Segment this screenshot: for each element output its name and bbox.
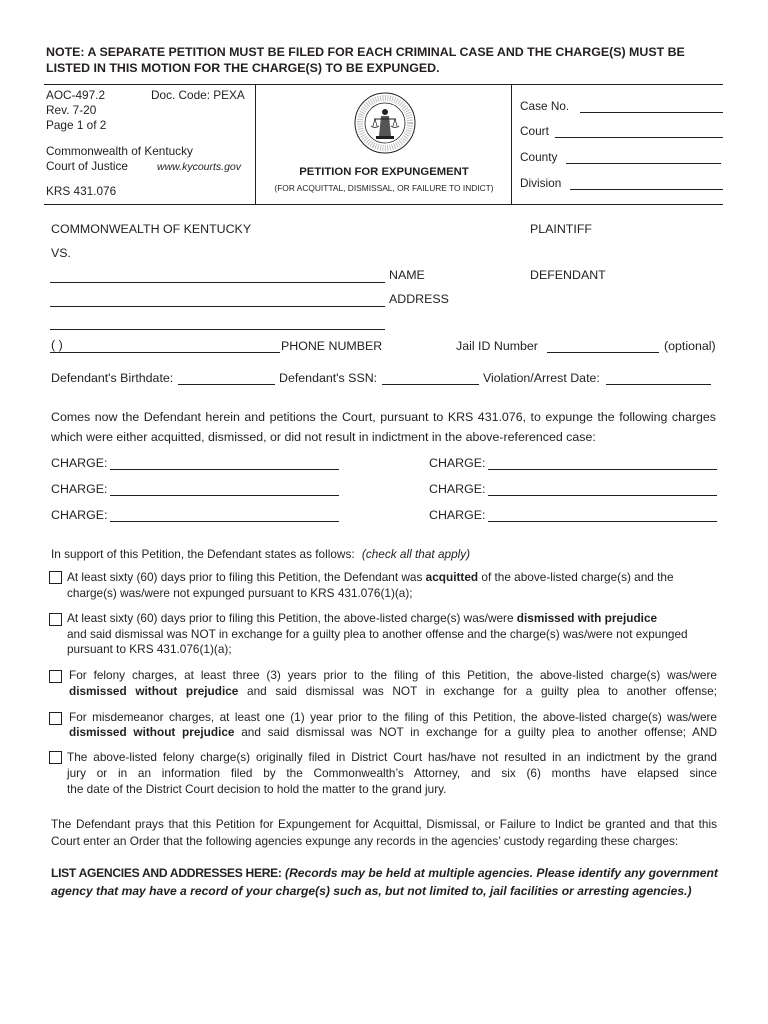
form-title: PETITION FOR EXPUNGEMENT [299,166,469,178]
intro-line-2: which were either acquitted, dismissed, or did not result in indictment in the above-referenced case: [51,430,596,444]
option-felony-line-1: For felony charges, at least three (3) years prior to the filing of this Petition, the above-listed charge(s) was/were [69,668,717,682]
division-label: Division [520,176,562,190]
header-divider-left [255,84,256,204]
header-bottom-rule [44,204,723,205]
website: www.kycourts.gov [157,161,242,173]
form-subtitle: (FOR ACQUITTAL, DISMISSAL, OR FAILURE TO INDICT) [274,183,494,193]
charge-label-4: CHARGE: [429,482,486,496]
option-no-indictment-line-3: the date of the District Court decision to hold the matter to the grand jury. [67,782,447,796]
option-felony-without-prejudice-checkbox[interactable] [49,670,62,683]
agencies-heading: LIST AGENCIES AND ADDRESSES HERE: [51,866,282,880]
ssn-field[interactable] [382,384,479,385]
division-field[interactable] [570,189,723,190]
option-misdemeanor-bold: dismissed without prejudice [69,725,235,739]
agencies-entry-area[interactable] [51,905,717,1015]
statute: KRS 431.076 [46,184,117,198]
county-label: County [520,150,558,164]
address-label: ADDRESS [389,292,449,306]
birthdate-field[interactable] [178,384,275,385]
case-number-field[interactable] [580,112,723,113]
charge-field-2[interactable] [488,469,717,470]
support-lead-text: In support of this Petition, the Defendant states as follows: [51,547,355,561]
charge-label-3: CHARGE: [51,482,108,496]
jail-id-field[interactable] [547,352,659,353]
phone-field[interactable] [50,352,280,353]
address-field-line-2[interactable] [50,329,385,330]
arrest-date-field[interactable] [606,384,711,385]
charge-label-5: CHARGE: [51,508,108,522]
defendant-name-field[interactable] [50,282,385,283]
prayer-line-2: Court enter an Order that the following agencies expunge any records in the agencies’ custody regarding these charges: [51,834,679,848]
agencies-line-1 [51,865,731,882]
charge-label-1: CHARGE: [51,456,108,470]
court-label: Court [520,124,549,138]
option-felony-line-2 [69,683,717,700]
option-felony-post: and said dismissal was NOT in exchange for a guilty plea to another offense; [238,684,717,698]
header-divider-right [511,84,512,204]
option-acquitted-line-1 [67,569,717,586]
option-misdemeanor-without-prejudice-checkbox[interactable] [49,712,62,725]
filing-note: NOTE: A SEPARATE PETITION MUST BE FILED FOR EACH CRIMINAL CASE AND THE CHARGE(S) MUST BE LISTED IN THIS MOTION FOR THE CHARGE(S) TO BE EXPUNGED. [46,45,685,75]
commonwealth-name: Commonwealth of Kentucky [46,144,193,158]
option-dwp-pre: At least sixty (60) days prior to filing this Petition, the above-listed charge(s) was/were [67,611,517,625]
option-dismissed-with-prejudice-checkbox[interactable] [49,613,62,626]
support-lead [51,547,470,561]
plaintiff-label: PLAINTIFF [530,222,592,236]
option-acquitted-line-2: charge(s) was/were not expunged pursuant to KRS 431.076(1)(a); [67,586,413,600]
name-label: NAME [389,268,425,282]
option-dismissed-with-prejudice-line-2: and said dismissal was NOT in exchange for a guilty plea to another offense and the charge(s) was/were not expunged [67,627,688,641]
charge-field-6[interactable] [488,521,717,522]
revision: Rev. 7-20 [46,103,97,117]
charge-field-4[interactable] [488,495,717,496]
ssn-label: Defendant's SSN: [279,371,378,385]
form-number: AOC-497.2 [46,88,106,102]
intro-line-1: Comes now the Defendant herein and petitions the Court, pursuant to KRS 431.076, to expunge the following charges [51,410,716,424]
agencies-instruction-1: (Records may be held at multiple agencies. Please identify any government [285,866,718,880]
option-dismissed-with-prejudice-line-1 [67,610,717,627]
vs-label: VS. [51,246,71,260]
phone-label: PHONE NUMBER [281,339,383,353]
birthdate-label: Defendant's Birthdate: [51,371,174,385]
option-misdemeanor-post: and said dismissal was NOT in exchange for a guilty plea to another offense; AND [234,725,717,739]
arrest-date-label: Violation/Arrest Date: [483,371,600,385]
option-no-indictment-line-2: jury or in an information filed by the Commonwealth’s Attorney, and six (6) months have elapsed since [67,766,717,780]
option-acquitted-post: of the above-listed charge(s) and the [478,570,674,584]
charge-label-6: CHARGE: [429,508,486,522]
jail-id-label: Jail ID Number [456,339,538,353]
agencies-instruction-2: agency that may have a record of your charge(s) such as, but not limited to, jail facilities or arresting agencies.) [51,884,692,898]
header-top-rule [44,84,723,85]
case-number-label: Case No. [520,99,570,113]
option-no-indictment-line-1: The above-listed felony charge(s) originally filed in District Court has/have not resulted in an indictment by the grand [67,750,717,764]
option-felony-bold: dismissed without prejudice [69,684,239,698]
option-dismissed-with-prejudice-line-3: pursuant to KRS 431.076(1)(a); [67,642,232,656]
court-field[interactable] [555,137,723,138]
county-field[interactable] [566,163,721,164]
plaintiff-name: COMMONWEALTH OF KENTUCKY [51,222,252,236]
option-misdemeanor-line-2 [69,724,717,741]
doc-code: Doc. Code: PEXA [151,88,245,102]
charge-field-1[interactable] [110,469,339,470]
charge-label-2: CHARGE: [429,456,486,470]
optional-note: (optional) [664,339,716,353]
support-hint: (check all that apply) [361,547,471,561]
prayer-line-1: The Defendant prays that this Petition for Expungement for Acquittal, Dismissal, or Failure to Indict be granted and that this [51,817,717,831]
charge-field-3[interactable] [110,495,339,496]
option-misdemeanor-line-1: For misdemeanor charges, at least one (1) year prior to the filing of this Petition, the above-listed charge(s) was/were [69,710,717,724]
defendant-label: DEFENDANT [530,268,606,282]
address-field-line-1[interactable] [50,306,385,307]
state-seal [354,92,416,154]
charge-field-5[interactable] [110,521,339,522]
phone-area-code: ( ) [51,338,63,352]
page-number: Page 1 of 2 [46,118,107,132]
option-acquitted-bold: acquitted [425,570,479,584]
option-dwp-bold: dismissed with prejudice [516,611,658,625]
court-of-justice: Court of Justice [46,159,128,173]
option-acquitted-checkbox[interactable] [49,571,62,584]
option-acquitted-pre: At least sixty (60) days prior to filing this Petition, the Defendant was [67,570,426,584]
option-no-indictment-checkbox[interactable] [49,751,62,764]
